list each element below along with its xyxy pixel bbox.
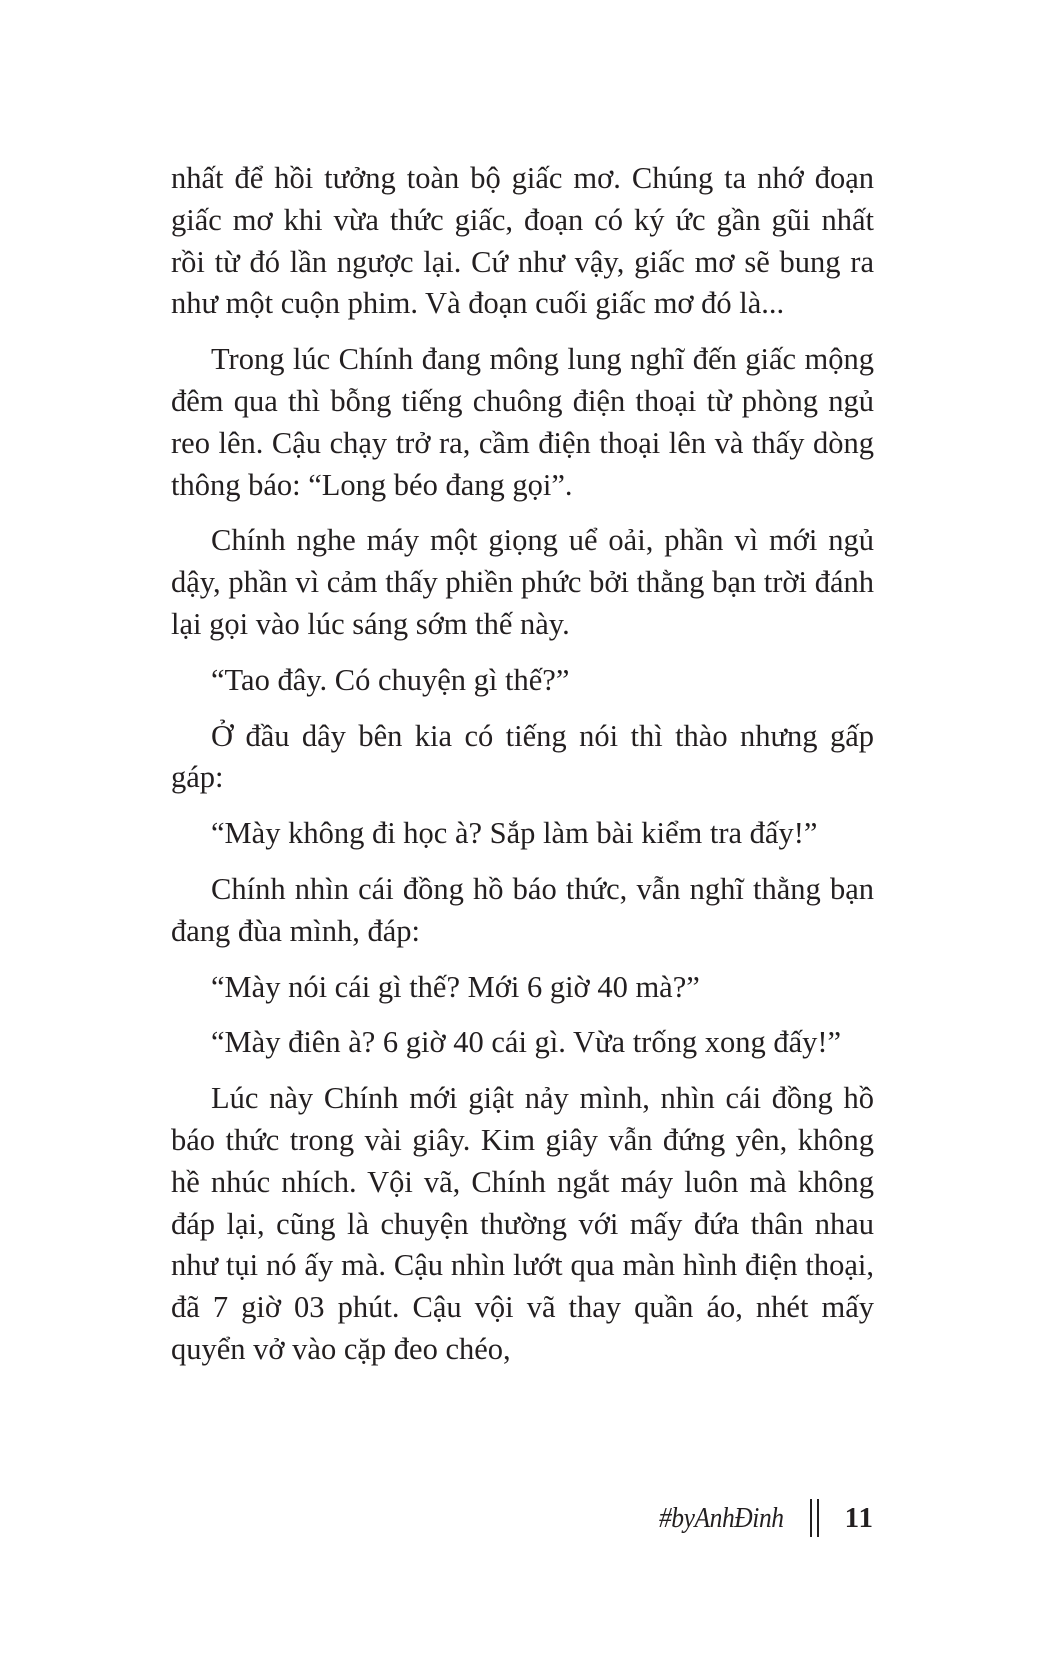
paragraph: nhất để hồi tưởng toàn bộ giấc mơ. Chúng ta nhớ đoạn giấc mơ khi vừa thức giấc, đoạn có ký ức gần gũi nhất rồi từ đó lần ngược lại. Cứ như vậy, giấc mơ sẽ bung ra như một cuộn phim. Và đoạn cuối giấc mơ đó là... xyxy=(171,161,874,321)
paragraph: “Mày điên à? 6 giờ 40 cái gì. Vừa trống xong đấy!” xyxy=(211,1025,842,1060)
body-text xyxy=(171,158,874,1385)
paragraph: “Mày không đi học à? Sắp làm bài kiểm tra đấy!” xyxy=(211,816,818,851)
author-tag: #byAnhĐinh xyxy=(658,1501,784,1534)
double-bar-divider xyxy=(810,1499,819,1537)
paragraph: “Tao đây. Có chuyện gì thế?” xyxy=(211,662,570,697)
paragraph: Chính nghe máy một giọng uể oải, phần vì mới ngủ dậy, phần vì cảm thấy phiền phức bởi thằng bạn trời đánh lại gọi vào lúc sáng sớm thế này. xyxy=(171,523,874,641)
paragraph: Lúc này Chính mới giật nảy mình, nhìn cái đồng hồ báo thức trong vài giây. Kim giây vẫn đứng yên, không hề nhúc nhích. Vội vã, Chính ngắt máy luôn mà không đáp lại, cũng là chuyện thường với mấy đứa thân nhau như tụi nó ấy mà. Cậu nhìn lướt qua màn hình điện thoại, đã 7 giờ 03 phút. Cậu vội vã thay quần áo, nhét mấy quyển vở vào cặp đeo chéo, xyxy=(171,1081,874,1366)
paragraph: Trong lúc Chính đang mông lung nghĩ đến giấc mộng đêm qua thì bỗng tiếng chuông điện thoại từ phòng ngủ reo lên. Cậu chạy trở ra, cầm điện thoại lên và thấy dòng thông báo: “Long béo đang gọi”. xyxy=(171,342,874,502)
page-footer xyxy=(642,1498,874,1538)
paragraph: Ở đầu dây bên kia có tiếng nói thì thào nhưng gấp gáp: xyxy=(171,718,874,795)
paragraph: “Mày nói cái gì thế? Mới 6 giờ 40 mà?” xyxy=(211,969,700,1004)
paragraph: Chính nhìn cái đồng hồ báo thức, vẫn nghĩ thằng bạn đang đùa mình, đáp: xyxy=(171,871,874,948)
page-number: 11 xyxy=(844,1501,874,1534)
